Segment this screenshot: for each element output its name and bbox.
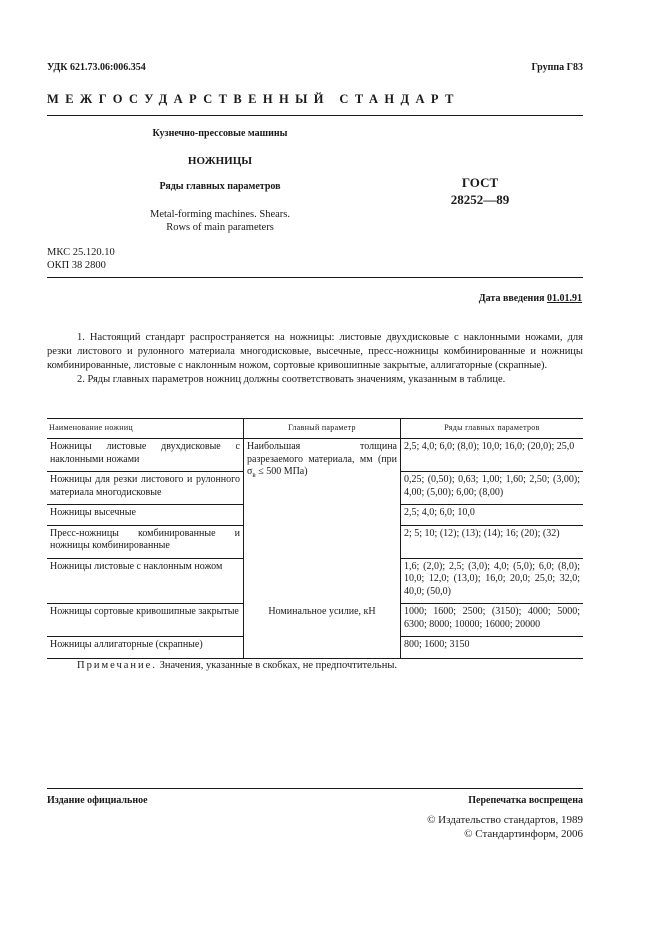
row-values: 800; 1600; 3150 — [401, 637, 584, 659]
intro-date — [479, 293, 582, 304]
row-values: 2,5; 4,0; 6,0; 10,0 — [401, 505, 584, 526]
english-title-line2: Rows of main parameters — [166, 222, 274, 233]
parameters-table — [47, 418, 583, 659]
paragraph-2: 2. Ряды главных параметров ножниц должны соответствовать значениям, указанным в таблице. — [77, 374, 506, 385]
body-text — [47, 331, 583, 387]
udk-code: УДК 621.73.06:006.354 — [47, 62, 146, 73]
gost-number: 28252—89 — [450, 192, 510, 207]
row-name: Ножницы высечные — [47, 505, 244, 526]
row-values: 2; 5; 10; (12); (13); (14); 16; (20); (32) — [401, 525, 584, 558]
row-name: Ножницы сортовые кривошипные закрытые — [47, 604, 244, 637]
mks-code: МКС 25.120.10 — [47, 247, 115, 258]
param-thickness-text: Наибольшая толщина разрезаемого материала, мм (при σ — [247, 441, 397, 477]
intro-date-value: 01.01.91 — [547, 293, 582, 304]
footer-rule — [47, 788, 583, 789]
row-name: Ножницы листовые с наклонным ножом — [47, 558, 244, 604]
row-name: Ножницы аллигаторные (скрапные) — [47, 637, 244, 659]
paragraph-1: 1. Настоящий стандарт распространяется на ножницы: листовые двухдисковые с наклонными ножами, для резки листового и рулонного материала многодисковые, высечные, пресс-ножницы комбинированные и ножницы комбинированные, листовые с наклонным ножом, сортовые кривошипные закрытые, аллигаторные (скрапные). — [47, 332, 583, 371]
header-name: Наименование ножниц — [47, 419, 244, 439]
title-category: Кузнечно-прессовые машины — [152, 128, 288, 139]
copyright-1989: © Издательство стандартов, 1989 — [427, 814, 583, 826]
table-row — [47, 439, 583, 472]
header-param: Главный параметр — [244, 419, 401, 439]
okp-code: ОКП 38 2800 — [47, 260, 106, 271]
standard-banner: МЕЖГОСУДАРСТВЕННЫЙ СТАНДАРТ — [47, 92, 460, 106]
table-row — [47, 604, 583, 637]
group-code: Группа Г83 — [531, 62, 583, 73]
param-thickness-text-end: ≤ 500 МПа) — [255, 466, 308, 477]
title-name: НОЖНИЦЫ — [187, 155, 253, 167]
note-label: Примечание. — [77, 660, 157, 671]
row-values: 1000; 1600; 2500; (3150); 4000; 5000; 6300; 8000; 10000; 16000; 20000 — [401, 604, 584, 637]
row-name: Ножницы для резки листового и рулонного материала многодисковые — [47, 472, 244, 505]
intro-date-label: Дата введения — [478, 293, 547, 304]
row-name: Ножницы листовые двухдисковые с наклонными ножами — [47, 439, 244, 472]
row-name: Пресс-ножницы комбинированные и ножницы комбинированные — [47, 525, 244, 558]
copyright-2006: © Стандартинформ, 2006 — [464, 828, 583, 840]
row-values: 0,25; (0,50); 0,63; 1,00; 1,60; 2,50; (3,00); 4,00; (5,00); 6,00; (8,00) — [401, 472, 584, 505]
title-subtitle: Ряды главных параметров — [159, 181, 281, 192]
row-values: 1,6; (2,0); 2,5; (3,0); 4,0; (5,0); 6,0; (8,0); 10,0; 12,0; (13,0); 16,0; 20,0; 25,0; 32,0; 40,0; (50,0) — [401, 558, 584, 604]
english-title-line1: Metal-forming machines. Shears. — [150, 209, 290, 220]
param-thickness-sub: в — [252, 471, 256, 479]
official-edition: Издание официальное — [47, 795, 148, 806]
codes-rule — [47, 277, 583, 278]
header-values: Ряды главных параметров — [401, 419, 584, 439]
gost-label: ГОСТ — [461, 175, 499, 190]
reprint-notice: Перепечатка воспрещена — [468, 795, 583, 806]
param-force: Номинальное усилие, кН — [244, 604, 401, 659]
table-note — [77, 660, 397, 671]
banner-rule — [47, 115, 583, 116]
row-values: 2,5; 4,0; 6,0; (8,0); 10,0; 16,0; (20,0); 25,0 — [401, 439, 584, 472]
param-thickness — [244, 439, 401, 604]
note-text: Значения, указанные в скобках, не предпочтительны. — [156, 660, 398, 671]
table-header-row — [47, 419, 583, 439]
